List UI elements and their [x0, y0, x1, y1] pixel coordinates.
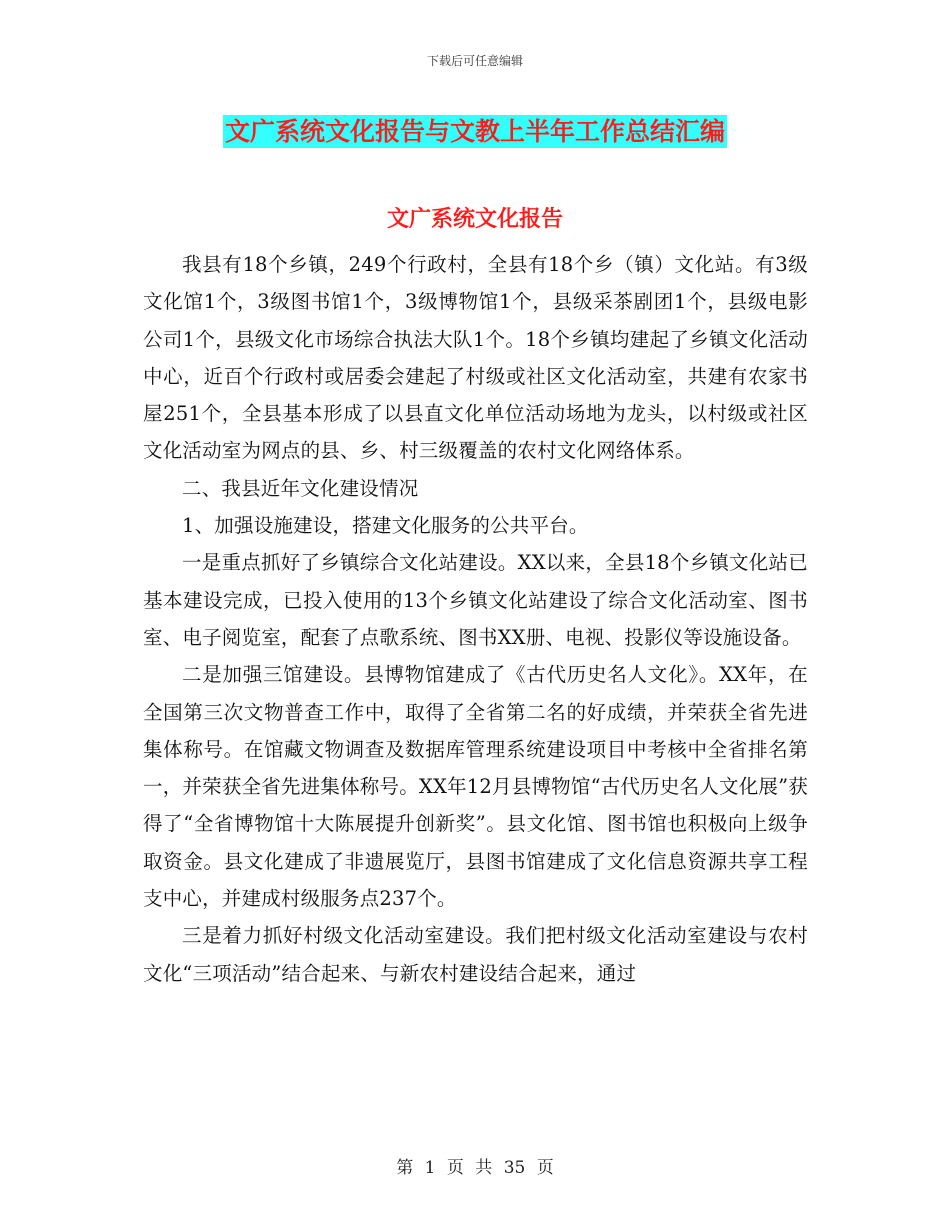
- paragraph: 二、我县近年文化建设情况: [182, 476, 419, 500]
- page-number-footer: 第 1 页 共 35 页: [396, 1158, 554, 1178]
- document-body: [143, 246, 808, 992]
- section-title: 文广系统文化报告: [386, 206, 563, 232]
- paragraph: 1、加强设施建设，搭建文化服务的公共平台。: [182, 514, 589, 538]
- document-title: [0, 112, 950, 148]
- document-title-text: 文广系统文化报告与文教上半年工作总结汇编: [224, 117, 725, 146]
- paragraph: 二是加强三馆建设。县博物馆建成了《古代历史名人文化》。XX年，在全国第三次文物普查工作中，取得了全省第二名的好成绩，并荣获全省先进集体称号。在馆藏文物调查及数据库管理系统建设项目中考核中全省排名第一，并荣获全省先进集体称号。XX年12月县博物馆“古代历史名人文化展”获得了“全省博物馆十大陈展提升创新奖”。县文化馆、图书馆也积极向上级争取资金。县文化建成了非遗展览厅，县图书馆建成了文化信息资源共享工程支中心，并建成村级服务点237个。: [143, 663, 808, 911]
- paragraph: 我县有18个乡镇，249个行政村，全县有18个乡（镇）文化站。有3级文化馆1个，3级图书馆1个，3级博物馆1个，县级采茶剧团1个，县级电影公司1个，县级文化市场综合执法大队1个。18个乡镇均建起了乡镇文化活动中心，近百个行政村或居委会建起了村级或社区文化活动室，共建有农家书屋251个，全县基本形成了以县直文化单位活动场地为龙头，以村级或社区文化活动室为网点的县、乡、村三级覆盖的农村文化网络体系。: [143, 253, 808, 463]
- page-header-note: 下载后可任意编辑: [426, 54, 523, 68]
- paragraph: 一是重点抓好了乡镇综合文化站建设。XX以来，全县18个乡镇文化站已基本建设完成，已投入使用的13个乡镇文化站建设了综合文化活动室、图书室、电子阅览室，配套了点歌系统、图书XX册、电视、投影仪等设施设备。: [143, 551, 808, 649]
- paragraph: 三是着力抓好村级文化活动室建设。我们把村级文化活动室建设与农村文化“三项活动”结合起来、与新农村建设结合起来，通过: [143, 924, 808, 985]
